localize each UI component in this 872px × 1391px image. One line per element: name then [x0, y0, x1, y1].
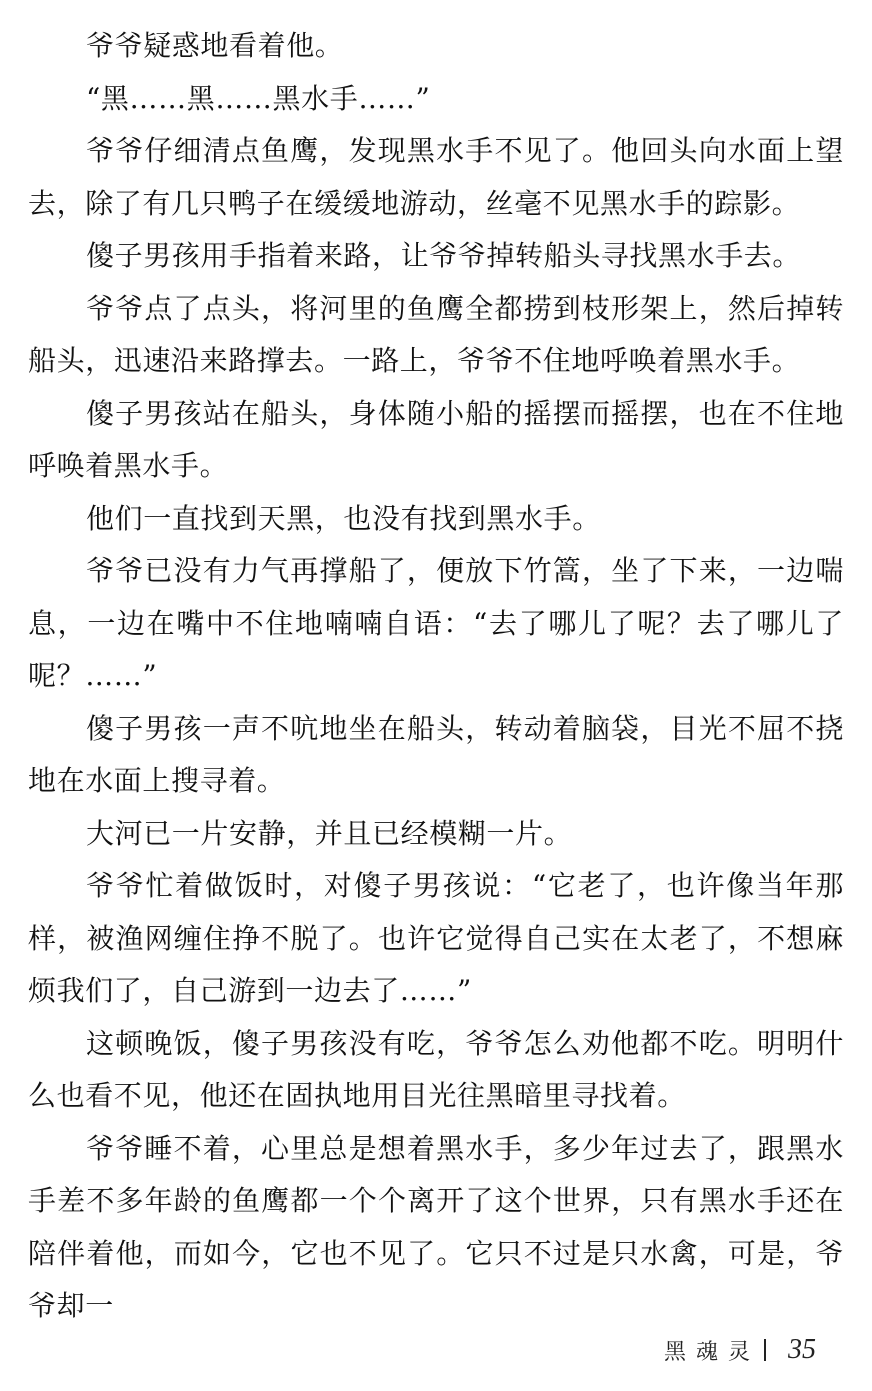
- paragraph: 爷爷疑惑地看着他。: [86, 29, 344, 62]
- paragraph: “黑……黑……黑水手……”: [86, 81, 431, 115]
- paragraph: 他们一直找到天黑，也没有找到黑水手。: [86, 501, 601, 535]
- paragraph: 大河已一片安静，并且已经模糊一片。: [86, 816, 573, 850]
- page-body: [28, 20, 844, 1333]
- paragraph: 这顿晚饭，傻子男孩没有吃，爷爷怎么劝他都不吃。明明什么也看不见，他还在固执地用目光往黑暗里寻找着。: [28, 1026, 844, 1112]
- book-title: 黑魂灵: [664, 1339, 761, 1365]
- page-footer: [664, 1330, 816, 1370]
- paragraph: 爷爷已没有力气再撑船了，便放下竹篙，坐了下来，一边喘息，一边在嘴中不住地喃喃自语：“去了哪儿了呢？去了哪儿了呢？……”: [28, 554, 844, 692]
- paragraph: 爷爷仔细清点鱼鹰，发现黑水手不见了。他回头向水面上望去，除了有几只鸭子在缓缓地游动，丝毫不见黑水手的踪影。: [28, 134, 844, 220]
- paragraph: 爷爷点了点头，将河里的鱼鹰全都捞到枝形架上，然后掉转船头，迅速沿来路撑去。一路上，爷爷不住地呼唤着黑水手。: [28, 291, 844, 377]
- paragraph: 傻子男孩用手指着来路，让爷爷掉转船头寻找黑水手去。: [86, 239, 802, 272]
- paragraph: 爷爷睡不着，心里总是想着黑水手，多少年过去了，跟黑水手差不多年龄的鱼鹰都一个个离开了这个世界，只有黑水手还在陪伴着他，而如今，它也不见了。它只不过是只水禽，可是，爷爷却一: [28, 1131, 844, 1322]
- page-number: 35: [788, 1334, 817, 1365]
- paragraph: 爷爷忙着做饭时，对傻子男孩说：“它老了，也许像当年那样，被渔网缠住挣不脱了。也许它觉得自己实在太老了，不想麻烦我们了，自己游到一边去了……”: [28, 869, 844, 1007]
- paragraph: 傻子男孩一声不吭地坐在船头，转动着脑袋，目光不屈不挠地在水面上搜寻着。: [28, 711, 844, 797]
- footer-divider: [764, 1339, 766, 1361]
- paragraph: 傻子男孩站在船头，身体随小船的摇摆而摇摆，也在不住地呼唤着黑水手。: [28, 396, 844, 482]
